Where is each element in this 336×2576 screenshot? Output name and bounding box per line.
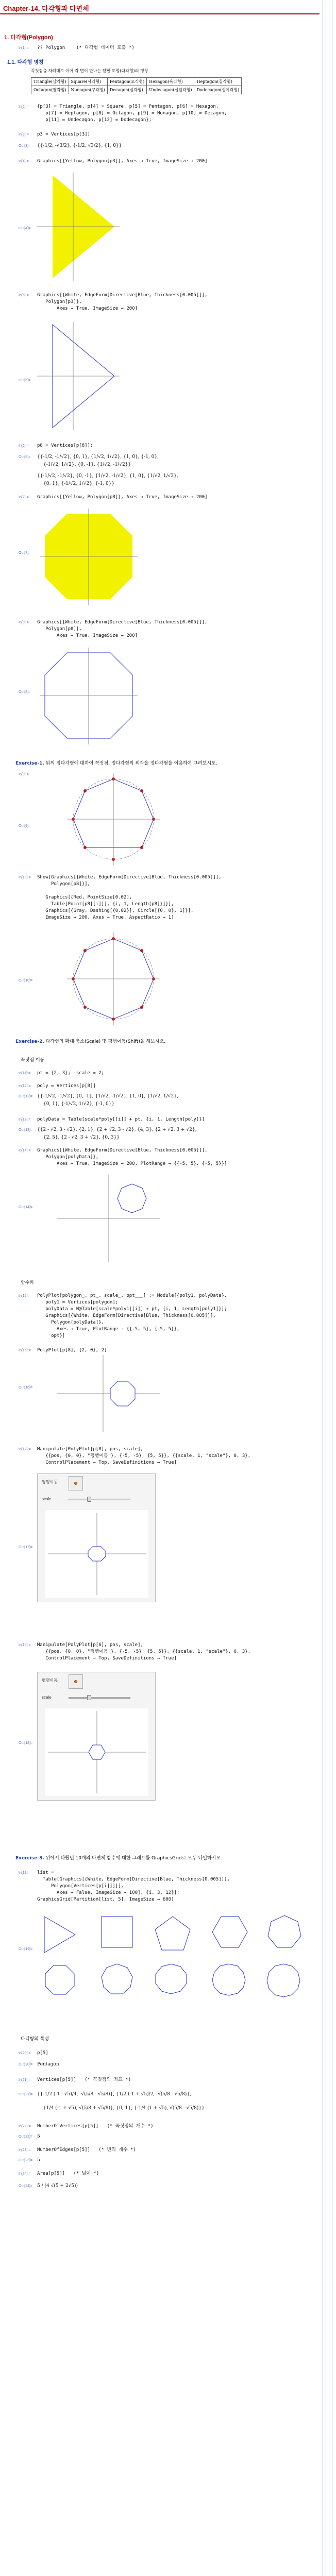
output-label: Out[14]= [19, 1206, 33, 1209]
table-cell: Undecagon(십일각형) [147, 86, 194, 94]
output-label: Out[6]= [19, 455, 31, 459]
graphics-triangle-outline [37, 319, 150, 438]
input-label: In[6]:= [19, 444, 29, 448]
polygon-name-table [31, 77, 242, 94]
input-label: In[9]:= [19, 773, 29, 776]
output-cell: {{-1/2, -1/√2}, {0, 1}, {1/√2, 1/√2}, {1, 0}, {-1, 0}, [37, 454, 159, 460]
input-label: In[11]:= [19, 1072, 31, 1075]
input-label: In[12]:= [19, 1084, 31, 1088]
output-label: Out[21]= [19, 2093, 33, 2096]
pentagon-shape [155, 1917, 190, 1950]
graphics-octagon-points [67, 773, 160, 866]
table-cell: Octagon(팔각형) [31, 86, 69, 94]
output-cell: 5 / (4 √(5 + 2√5)) [37, 2183, 78, 2189]
input-cell[interactable]: Graphics[{White, EdgeForm[Directive[Blue, Thickness[0.005]]], Polygon[p3]}, Axes → True, ImageSize → 200] [37, 293, 208, 311]
input-label: In[24]:= [19, 2172, 31, 2176]
output-cell: {0, 1}, {-1/√2, 1/√2}, {-1, 0}} [43, 1101, 115, 1107]
output-cell: Pentagon [37, 2062, 59, 2067]
vertex-point [83, 949, 87, 952]
output-cell: {{-1/√2, -1/√2}, {0, -1}, {1/√2, -1/√2}, {1, 0}, {1/√2, 1/√2}, [37, 1094, 178, 1099]
graphics-shifted-octagon [57, 1175, 160, 1262]
square-shape [102, 1917, 132, 1947]
output-label: Out[5]= [19, 379, 31, 382]
vertex-point [83, 789, 87, 792]
subheading: 함수화 [21, 1280, 35, 1285]
input-cell[interactable]: pt = {2, 3}; scale = 2; [37, 1071, 105, 1076]
output-label: Out[18]= [19, 1741, 33, 1745]
input-cell[interactable]: PolyPlot[polygon_, pt_, scale_, opt___] := Module[{poly1, polyData}, poly1 = Vertices[polygon]; polyData = N@Table[scale*poly1[[i]] + pt, {i, 1, Length[poly1]}]; Graphics[{White, EdgeForm[Directive[Blue, Thickness[0.005]]], Polygon[polyData]}, Axes → True, PlotRange → {{-5, 5}, {-5, 5}}, opt}] [37, 1293, 227, 1338]
output-cell: {{-1/2, -√3/2}, {-1/2, √3/2}, {1, 0}} [37, 143, 122, 148]
table-cell: Triangle(삼각형) [31, 78, 69, 86]
input-cell[interactable]: poly = Vertices[p[8]] [37, 1083, 96, 1089]
input-label: In[5]:= [19, 294, 29, 297]
exercise-text: 다각형의 확대·축소(Scale) 및 평행이동(Shift)을 해보시오. [45, 1039, 166, 1044]
input-label: In[18]:= [19, 1643, 31, 1647]
input-cell[interactable]: PolyPlot[p[8], {2, 0}, 2] [37, 1348, 107, 1353]
input-cell[interactable]: Show[Graphics[{White, EdgeForm[Directive[Blue, Thickness[0.005]]], Polygon[p8]}], Graphics[{Red, PointSize[0.02], Table[Point[p8[[i]]], {i, 1, Length[p8]}]}], Graphics[{Gray, Dashing[{0.02}], Circle[{0, 0}, 1]}], ImageSize → 200, Axes → True, AspectRatio → 1] [37, 875, 222, 920]
input-label: In[8]:= [19, 621, 29, 624]
locator-pad[interactable] [69, 1476, 83, 1490]
manipulate-panel [37, 1672, 156, 1801]
input-cell[interactable]: Graphics[{Yellow, Polygon[p8]}, Axes → True, ImageSize → 200] [37, 495, 208, 500]
output-label: Out[16]= [19, 1386, 33, 1389]
table-row [31, 78, 242, 86]
output-cell: {1/4 (-1 + √5), √(5/8 + √5/8)}, {0, 1}, {-1/4 (1 + √5), √(5/8 - √5/8)}} [43, 2106, 205, 2111]
exercise-label: Exercise-3. [15, 1856, 44, 1861]
input-label: In[15]:= [19, 1294, 31, 1298]
exercise-1 [15, 760, 320, 767]
input-cell[interactable]: Vertices[p[5]] (* 꼭짓점의 좌표 *) [37, 2077, 131, 2082]
scale-slider-knob[interactable] [87, 1497, 91, 1502]
manipulate-plot [45, 1708, 148, 1796]
pos-control-label: 평행이동 [42, 1678, 58, 1683]
output-cell: {{-1/√2, -1/√2}, {0, -1}, {1/√2, -1/√2}, {1, 0}, {1/√2, 1/√2}, [37, 473, 178, 479]
output-cell: {{-1/2 (-1 - √5)/4, -√(5/8 - √5/8)}, {1/2 (-1 + √5)/2, -√(5/8 - √5/8)}, [37, 2092, 191, 2097]
output-cell: {0, 1}, {-1/√2, 1/√2}, {-1, 0}} [43, 481, 115, 486]
output-label: Out[22]= [19, 2135, 33, 2139]
input-cell[interactable]: Graphics[{White, EdgeForm[Directive[Blue, Thickness[0.005]]], Polygon[p8]}, Axes → True, ImageSize → 200] [37, 620, 208, 638]
output-cell: {{2 - √2, 3 - √2}, {2, 1}, {2 + √2, 3 - √2}, {4, 3}, {2 + √2, 3 + √2}, [37, 1127, 197, 1132]
hexagon-shape [212, 1917, 247, 1947]
triangle-shape [44, 1917, 75, 1953]
input-label: In[3]:= [19, 133, 29, 137]
input-label: In[1]:= [19, 46, 29, 50]
input-label: In[16]:= [19, 1349, 31, 1352]
output-cell: 5 [37, 2158, 40, 2163]
octagon-shape [88, 1547, 106, 1561]
scale-control-label: scale [42, 1497, 52, 1501]
chapter-title: Chapter-14. 다각형과 다면체 [3, 5, 89, 12]
nonagon-shape [102, 1964, 132, 1994]
table-cell: Decagon(십각형) [107, 86, 146, 94]
scale-control-label: scale [42, 1695, 52, 1700]
subheading: 다각형의 특성 [21, 2037, 49, 2042]
exercise-label: Exercise-2. [15, 1039, 44, 1044]
output-label: Out[23]= [19, 2159, 33, 2162]
input-cell[interactable]: Graphics[{White, EdgeForm[Directive[Blue, Thickness[0.005]]], Polygon[polyData]}, Axes → True, ImageSize → 200, PlotRange → {{-5, 5}, {-5, 5}}] [37, 1148, 227, 1166]
output-label: Out[19]= [19, 1947, 33, 1951]
subsection-title: 1.1. 다각형 명칭 [7, 60, 44, 65]
table-cell: Square(사각형) [69, 78, 107, 86]
input-cell[interactable]: polyData = Table[scale*poly[[i]] + pt, {i, 1, Length[poly]}] [37, 1117, 205, 1122]
output-label: Out[20]= [19, 2063, 33, 2066]
output-label: Out[9]= [19, 824, 31, 828]
input-cell[interactable]: Manipulate[PolyPlot[p[8], pos, scale], {{pos, {0, 0}, "평행이동"}, {-5, -5}, {5, 5}}, {{scale, 1, "scale"}, 0, 3}, ControlPlacement → Top, SaveDefinitions → True] [37, 1447, 251, 1465]
exercise-label: Exercise-1. [15, 761, 44, 766]
table-cell: Heptagon(칠각형) [194, 78, 242, 86]
locator-pad[interactable] [69, 1674, 83, 1689]
input-label: In[19]:= [19, 1871, 31, 1875]
vertex-point [140, 789, 143, 792]
output-label: Out[10]= [19, 979, 33, 982]
output-label: Out[4]= [19, 227, 31, 230]
input-label: In[10]:= [19, 876, 31, 879]
decagon-shape [156, 1964, 187, 1994]
exercise-3 [15, 1855, 320, 1862]
input-cell[interactable]: {p[3] = Triangle, p[4] = Square, p[5] = Pentagon, p[6] = Hexagon, p[7] = Heptagon, p[8] = Octagon, p[9] = Nonagon, p[10] = Decagon, p[11] = Undecagon, p[12] = Dodecagon}; [37, 104, 227, 123]
input-cell[interactable]: list = Table[Graphics[{White, EdgeForm[Directive[Blue, Thickness[0.005]]], Polygon[Vertices[p[i]]]}], Axes → False, ImageSize → 100], {i, 3, 12}]; GraphicsGrid[Partition[list, 5], ImageSize → 600] [37, 1870, 230, 1902]
input-cell[interactable]: NumberOfEdges[p[5]] (* 변의 개수 *) [37, 2147, 136, 2153]
input-cell[interactable]: Graphics[{Yellow, Polygon[p3]}, Axes → True, ImageSize → 200] [37, 159, 208, 164]
input-label: In[23]:= [19, 2148, 31, 2152]
vertex-point [140, 949, 143, 952]
vertex-point [140, 846, 143, 849]
input-cell[interactable]: ?? Polygon (* 다각형 데이터 호출 *) [37, 45, 135, 50]
scale-slider-knob[interactable] [87, 1695, 91, 1700]
vertex-point [83, 1006, 87, 1009]
input-cell[interactable]: Area[p[5]] (* 넓이 *) [37, 2171, 99, 2176]
table-cell: Dodecagon(십이각형) [194, 86, 242, 94]
output-label: Out[7]= [19, 551, 31, 555]
title-rule [0, 13, 320, 14]
input-label: In[2]:= [19, 105, 29, 109]
locator-dot[interactable] [74, 1482, 77, 1485]
vertex-point [83, 846, 87, 849]
input-label: In[14]:= [19, 1149, 31, 1153]
input-cell[interactable]: Manipulate[PolyPlot[p[6], pos, scale], {{pos, {0, 0}, "평행이동"}, {-5, -5}, {5, 5}}, {{scale, 1, "scale"}, 0, 3}, ControlPlacement → Top, SaveDefinitions → True] [37, 1642, 251, 1661]
input-cell[interactable]: p8 = Vertices[p[8]]; [37, 443, 93, 448]
output-cell: {-1/√2, 1/√2}, {0, -1}, {1/√2, -1/√2}} [43, 462, 131, 467]
scale-slider[interactable] [69, 1697, 130, 1699]
input-label: In[4]:= [19, 160, 29, 163]
exercise-2 [15, 1038, 320, 1045]
exercise-text: 위에서 다뤘던 10개의 다면체 함수에 대한 그래프를 GraphicsGrid로 모두 나열하시오. [45, 1856, 222, 1861]
input-label: In[22]:= [19, 2125, 31, 2128]
output-cell: 5 [37, 2134, 40, 2139]
vertex-point [140, 1006, 143, 1009]
scale-slider[interactable] [69, 1499, 130, 1500]
locator-dot[interactable] [74, 1680, 77, 1683]
graphics-octagon-points [67, 933, 160, 1025]
octagon-shape [110, 1381, 135, 1406]
description-text: 꼭짓점을 차례대로 이어 각 변이 만나는 닫힌 도형(다각형)의 명칭 [31, 69, 148, 73]
graphics-polyplot-octagon [57, 1355, 160, 1432]
input-label: In[17]:= [19, 1448, 31, 1451]
output-label: Out[24]= [19, 2184, 33, 2188]
output-label: Out[3]= [19, 144, 31, 148]
input-label: In[7]:= [19, 496, 29, 499]
graphics-triangle-filled [37, 170, 150, 289]
output-label: Out[17]= [19, 1546, 33, 1549]
exercise-text: 위의 정다각형에 대하여 꼭짓점, 정다각형의 외각을 정다각형을 이용하여 그려보시오. [45, 761, 217, 766]
graphics-grid-polygons [37, 1911, 315, 2014]
subheading: 꼭짓점 이동 [21, 1058, 45, 1063]
pos-control-label: 평행이동 [42, 1480, 58, 1484]
output-label: Out[8]= [19, 690, 31, 694]
output-label: Out[12]= [19, 1095, 33, 1098]
table-cell: Pentagon(오각형) [107, 78, 146, 86]
table-cell: Nonagon(구각형) [69, 86, 107, 94]
input-cell[interactable]: p3 = Vertices[p[3]] [37, 132, 90, 137]
table-row [31, 86, 242, 94]
input-cell[interactable]: NumberOfVertices[p[5]] (* 꼭짓점의 개수 *) [37, 2124, 154, 2129]
table-cell: Hexagon(육각형) [147, 78, 194, 86]
section-title: 1. 다각형(Polygon) [4, 35, 53, 41]
dodecagon-shape [267, 1964, 300, 1997]
output-cell: {2, 5}, {2 - √2, 3 + √2}, {0, 3}} [43, 1135, 120, 1140]
octagon-shape [117, 1184, 146, 1213]
heptagon-shape [268, 1916, 301, 1947]
output-label: Out[13]= [19, 1128, 33, 1132]
octagon-shape [45, 1965, 74, 1994]
manipulate-plot [45, 1510, 148, 1598]
undecagon-shape [212, 1964, 245, 1995]
graphics-octagon-filled [37, 507, 140, 611]
manipulate-panel [37, 1473, 156, 1602]
input-label: In[20]:= [19, 2052, 31, 2055]
input-label: In[13]:= [19, 1118, 31, 1122]
graphics-octagon-outline [37, 647, 140, 750]
input-label: In[21]:= [19, 2078, 31, 2082]
input-cell[interactable]: p[5] [37, 2050, 48, 2056]
